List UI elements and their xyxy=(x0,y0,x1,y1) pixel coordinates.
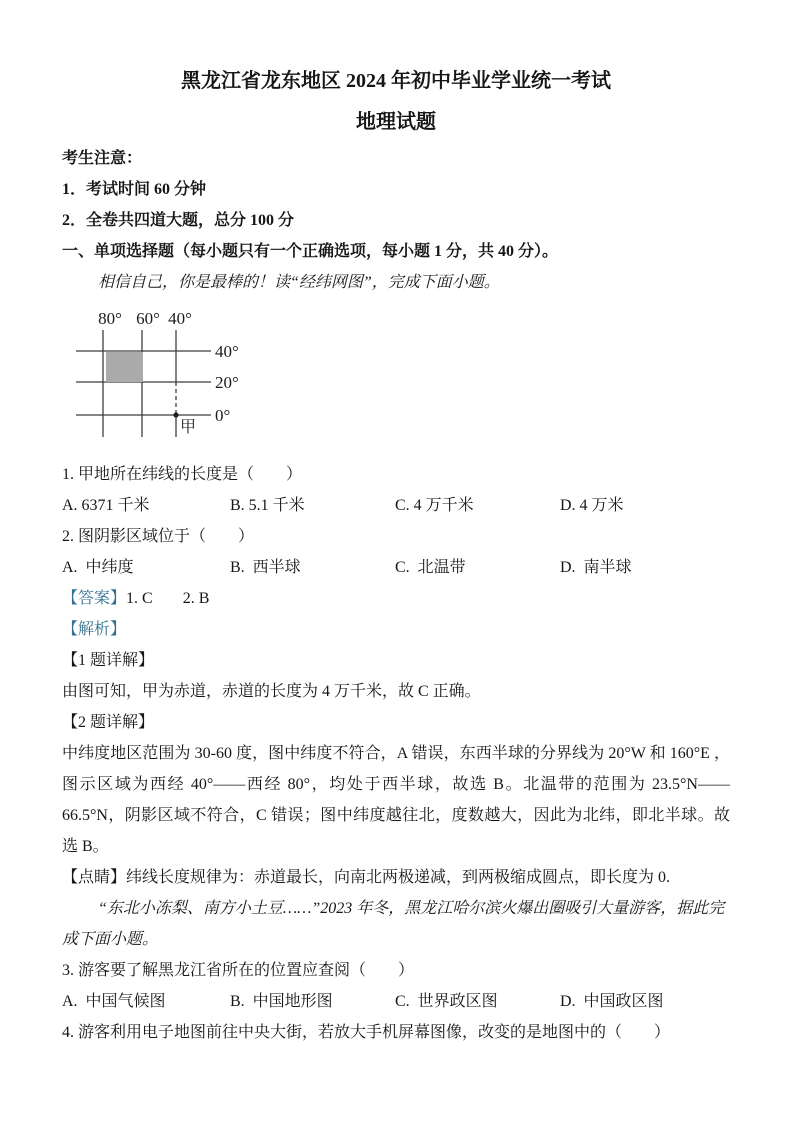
lat-label-20: 20° xyxy=(215,373,239,392)
option-3d: D. 中国政区图 xyxy=(560,993,664,1010)
lat-label-40: 40° xyxy=(215,342,239,361)
question-3-text: 3. 游客要了解黑龙江省所在的位置应查阅（ ） xyxy=(62,962,415,979)
point-label: 甲 xyxy=(180,419,197,436)
option-1c: C. 4 万千米 xyxy=(395,497,474,514)
detail-1-text: 由图可知，甲为赤道，赤道的长度为 4 万千米，故 C 正确。 xyxy=(62,683,481,700)
answer-item-1: 1. C xyxy=(126,590,153,607)
option-1b: B. 5.1 千米 xyxy=(230,497,305,514)
analysis-label: 【解析】 xyxy=(62,621,127,638)
detail-2-heading: 【2 题详解】 xyxy=(62,714,155,731)
option-1a: A. 6371 千米 xyxy=(62,497,150,514)
lat-label-0: 0° xyxy=(215,406,231,425)
question-3-options xyxy=(62,986,730,1017)
option-3c: C. 世界政区图 xyxy=(395,993,498,1010)
page-title: 黑龙江省龙东地区 2024 年初中毕业学业统一考试 xyxy=(181,70,611,92)
analysis-line xyxy=(62,614,730,645)
section-heading: 一、单项选择题（每小题只有一个正确选项，每小题 1 分，共 40 分）。 xyxy=(62,243,559,260)
notice-item-1: 1．考试时间 60 分钟 xyxy=(62,181,207,198)
option-2a: A. 中纬度 xyxy=(62,559,134,576)
option-3a: A. 中国气候图 xyxy=(62,993,166,1010)
option-1d: D. 4 万米 xyxy=(560,497,624,514)
lon-label-80: 80° xyxy=(98,309,122,328)
question-1-options xyxy=(62,490,730,521)
page-subtitle: 地理试题 xyxy=(356,111,436,133)
point-marker xyxy=(173,412,178,417)
passage-2: “东北小冻梨、南方小土豆……”2023 年冬，黑龙江哈尔滨火爆出圈吸引大量游客，据此完成下面小题。 xyxy=(62,900,725,948)
shaded-region xyxy=(106,352,143,382)
answer-line xyxy=(62,583,730,614)
option-2d: D. 南半球 xyxy=(560,559,632,576)
question-1-text: 1. 甲地所在纬线的长度是（ ） xyxy=(62,466,303,483)
grid-diagram-svg xyxy=(70,302,270,447)
question-4-text: 4. 游客利用电子地图前往中央大街，若放大手机屏幕图像，改变的是地图中的（ ） xyxy=(62,1024,671,1041)
answer-label: 【答案】 xyxy=(62,590,127,607)
option-3b: B. 中国地形图 xyxy=(230,993,333,1010)
latlon-grid-diagram xyxy=(70,302,730,447)
question-2-options xyxy=(62,552,730,583)
passage-1: 相信自己，你是最棒的！读“经纬网图”，完成下面小题。 xyxy=(98,274,500,291)
answer-item-2: 2. B xyxy=(182,590,210,607)
detail-1-heading: 【1 题详解】 xyxy=(62,652,155,669)
option-2c: C. 北温带 xyxy=(395,559,466,576)
detail-2-text: 中纬度地区范围为 30-60 度，图中纬度不符合，A 错误，东西半球的分界线为 20°W 和 160°E ，图示区域为西经 40°——西经 80°，均处于西半球，故选 B。北温带的范围为 23.5°N——66.5°N，阴影区域不符合，C 错误；图中纬度越往北，度数越大，因此为北纬，即北半球。故选 B。 xyxy=(62,745,730,855)
tip-text: 【点睛】纬线长度规律为：赤道最长，向南北两极递减，到两极缩成圆点，即长度为 0. xyxy=(62,869,671,886)
notice-item-2: 2．全卷共四道大题，总分 100 分 xyxy=(62,212,295,229)
lon-label-40: 40° xyxy=(168,309,192,328)
option-2b: B. 西半球 xyxy=(230,559,301,576)
notice-heading: 考生注意： xyxy=(62,150,143,167)
question-2-text: 2. 图阴影区域位于（ ） xyxy=(62,528,255,545)
lon-label-60: 60° xyxy=(136,309,160,328)
